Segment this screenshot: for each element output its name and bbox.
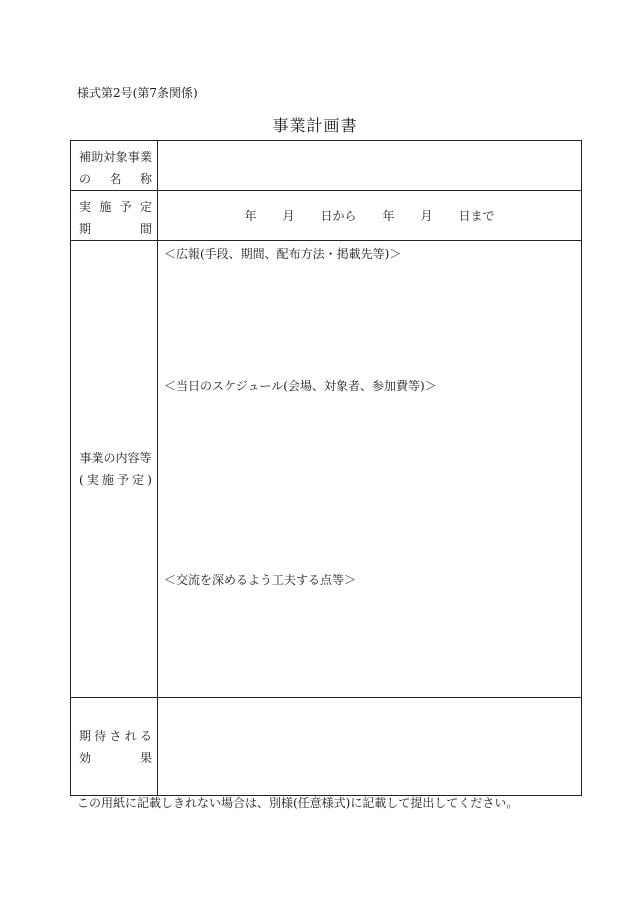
label-line: 期 待 さ れ る (79, 728, 152, 743)
content-row (71, 241, 582, 698)
effect-row (71, 698, 582, 796)
content-label (71, 241, 158, 698)
effect-label (71, 698, 158, 796)
project-name-label (71, 141, 158, 191)
label-line: ( 実 施 予 定 ) (79, 473, 152, 487)
content-field[interactable] (158, 241, 582, 698)
schedule-heading: ＜当日のスケジュール(会場、対象者、参加費等)＞ (164, 379, 437, 393)
period-field[interactable] (158, 191, 582, 241)
period-row (71, 191, 582, 241)
period-text: 年 月 日から 年 月 日まで (244, 209, 495, 223)
effect-field[interactable] (158, 698, 582, 796)
plan-table (70, 140, 582, 796)
project-name-row (71, 141, 582, 191)
period-label (71, 191, 158, 241)
exchange-heading: ＜交流を深めるよう工夫する点等＞ (164, 573, 357, 587)
label-line: の 名 称 (79, 172, 152, 186)
label-line: 期 間 (79, 222, 152, 236)
document-title: 事業計画書 (272, 116, 358, 135)
publicity-heading: ＜広報(手段、期間、配布方法・掲載先等)＞ (164, 247, 402, 261)
label-line: 補 助 対 象 事 業 (79, 150, 152, 164)
project-name-field[interactable] (158, 141, 582, 191)
form-number: 様式第2号(第7条関係) (77, 86, 198, 100)
label-line: 事業の内容等 (79, 451, 152, 465)
label-line: 実 施 予 定 (79, 200, 152, 214)
footnote: この用紙に記載しきれない場合は、別様(任意様式)に記載して提出してください。 (77, 796, 519, 810)
label-line: 効 果 (79, 750, 152, 765)
